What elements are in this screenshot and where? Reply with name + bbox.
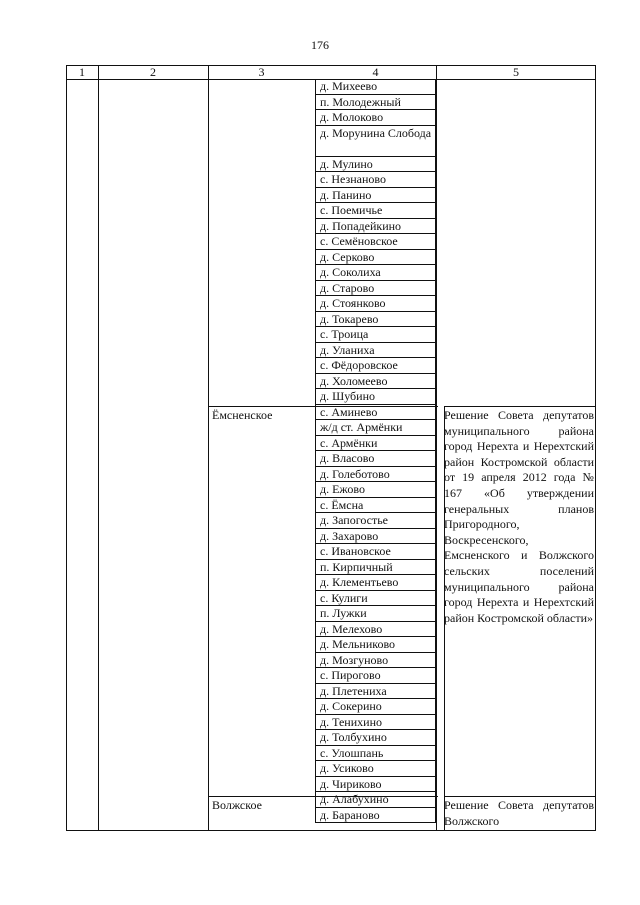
place-name: д. Власово	[315, 451, 436, 467]
place-name: с. Поемичье	[315, 203, 436, 219]
place-name: д. Алабухино	[315, 792, 436, 808]
settlement-name: Ёмсненское	[212, 408, 273, 422]
place-name: д. Старово	[315, 281, 436, 297]
place-name: д. Михеево	[315, 79, 436, 95]
place-name: с. Ёмсна	[315, 498, 436, 514]
header-col-5: 5	[513, 65, 519, 79]
group-separator-col3	[208, 406, 438, 407]
place-name: д. Ежово	[315, 482, 436, 498]
place-name: д. Сокерино	[315, 699, 436, 715]
place-name: д. Толбухино	[315, 730, 436, 746]
place-name: п. Кирпичный	[315, 560, 436, 576]
page-number: 176	[311, 38, 329, 52]
place-name: д. Панино	[315, 188, 436, 204]
table-bottom-border	[66, 830, 596, 831]
place-name: д. Шубино	[315, 389, 436, 405]
place-name: п. Молодежный	[315, 95, 436, 111]
place-list	[315, 79, 436, 823]
settlement-name: Волжское	[212, 798, 262, 812]
place-name: д. Серково	[315, 250, 436, 266]
place-name: д. Стоянково	[315, 296, 436, 312]
place-name: д. Плетениха	[315, 684, 436, 700]
place-name: с. Улошпань	[315, 746, 436, 762]
place-name: д. Молоково	[315, 110, 436, 126]
place-name: с. Армёнки	[315, 436, 436, 452]
place-name: п. Лужки	[315, 606, 436, 622]
header-col-3: 3	[258, 65, 265, 79]
header-col-2: 2	[150, 65, 156, 79]
place-name: д. Холомеево	[315, 374, 436, 390]
place-name: с. Ивановское	[315, 544, 436, 560]
place-name: д. Усиково	[315, 761, 436, 777]
decision-text: Решение Совета депутатов Волжского	[444, 798, 594, 828]
group-separator-col5	[444, 796, 595, 797]
place-name: д. Чириково	[315, 777, 436, 793]
place-name: д. Мелехово	[315, 622, 436, 638]
place-name: д. Соколиха	[315, 265, 436, 281]
header-col-1: 1	[79, 65, 85, 79]
place-name: д. Мулино	[315, 157, 436, 173]
place-name: д. Клементьево	[315, 575, 436, 591]
place-name: с. Незнаново	[315, 172, 436, 188]
place-name: с. Семёновское	[315, 234, 436, 250]
place-name: д. Захарово	[315, 529, 436, 545]
place-name: с. Пирогово	[315, 668, 436, 684]
place-name: с. Фёдоровское	[315, 358, 436, 374]
place-name: д. Уланиха	[315, 343, 436, 359]
decision-text: Решение Совета депутатов муниципального района город Нерехта и Нерехтский район Костромской области от 19 апреля 2012 года № 167 «Об утверждении генеральных планов Пригородного, Воскресенского, Емсненского и Волжского сельских поселений муниципального района город Нерехта и Нерехтский район Костромской области»	[444, 408, 594, 625]
place-name: д. Запогостье	[315, 513, 436, 529]
place-name: с. Троица	[315, 327, 436, 343]
column-divider-2	[208, 65, 209, 830]
table-border-right	[595, 65, 596, 830]
place-name: д. Попадейкино	[315, 219, 436, 235]
table-border-left	[66, 65, 67, 830]
place-name: д. Мельниково	[315, 637, 436, 653]
place-name: с. Аминево	[315, 405, 436, 421]
column-divider-1	[98, 65, 99, 830]
place-name: д. Мозгуново	[315, 653, 436, 669]
group-separator-col3	[208, 796, 438, 797]
place-name: д. Тенихино	[315, 715, 436, 731]
column-divider-4	[436, 65, 437, 830]
table	[66, 65, 596, 830]
place-name: д. Голеботово	[315, 467, 436, 483]
place-name: д. Морунина Слобода	[315, 126, 436, 157]
group-separator-col5	[444, 406, 595, 407]
place-name: д. Бараново	[315, 808, 436, 824]
place-name: д. Токарево	[315, 312, 436, 328]
header-col-4: 4	[372, 65, 379, 79]
place-name: ж/д ст. Армёнки	[315, 420, 436, 436]
place-name: с. Кулиги	[315, 591, 436, 607]
